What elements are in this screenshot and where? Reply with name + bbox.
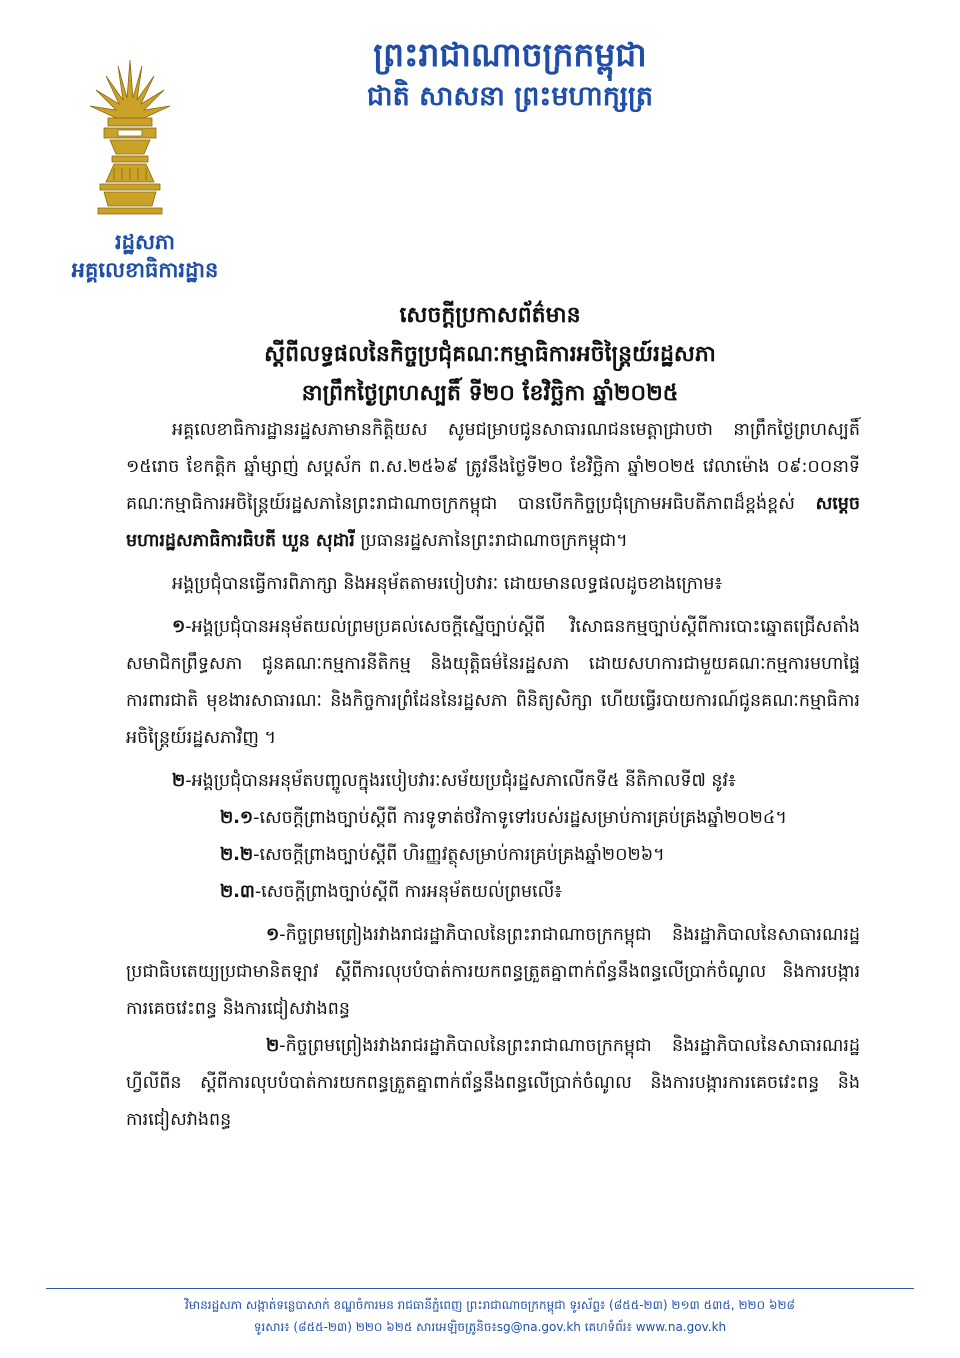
footer-contact [60, 1294, 920, 1338]
item-text: -សេចក្តីព្រាងច្បាប់ស្តីពី ការទូទាត់ថវិកាទូទៅរបស់រដ្ឋសម្រាប់ការគ្រប់គ្រងឆ្នាំ២០២៤។ [253, 808, 787, 828]
item-text: -អង្គប្រជុំបានអនុម័តបញ្ចូលក្នុងរបៀបវារៈសម័យប្រជុំរដ្ឋសភាលើកទី៥ នីតិកាលទី៧ នូវ៖ [185, 771, 736, 791]
footer-address: វិមានរដ្ឋសភា សង្កាត់ទន្លេបាសាក់ ខណ្ឌចំការមន រាជធានីភ្នំពេញ ព្រះរាជាណាចក្រកម្ពុជា ទូរស័ព្ទ៖ (៨៥៥-២៣) ២១៣ ៥៣៥, ២២០ ៦២៨ [184, 1298, 796, 1312]
footer-contacts: ទូរសារ៖ (៨៥៥-២៣) ២២០ ៦២៥ សារអេឡិចត្រូនិច៖sg@na.gov.kh គេហទំព័រ៖ www.na.gov.kh [253, 1320, 727, 1334]
agenda-item-2 [126, 763, 860, 800]
item-text: -សេចក្តីព្រាងច្បាប់ស្តីពី ការអនុម័តយល់ព្រមលើ៖ [254, 882, 562, 902]
document-body [126, 412, 860, 1139]
item-number: ២.៣ [220, 882, 255, 902]
item-number: ២.២ [220, 845, 254, 865]
agenda-item-2-2 [126, 837, 860, 874]
item-number: ២.១ [220, 808, 254, 828]
item-number: ២ [266, 1036, 280, 1056]
agenda-item-2-1 [126, 800, 860, 837]
footer-divider [46, 1288, 914, 1289]
title-line-3: នាព្រឹកថ្ងៃព្រហស្បតិ៍ ទី២០ ខែវិច្ឆិកា ឆ្នាំ២០២៥ [301, 381, 679, 406]
item-number: ១ [172, 617, 186, 637]
item-text: -កិច្ចព្រមព្រៀងរវាងរាជរដ្ឋាភិបាលនៃព្រះរាជាណាចក្រកម្ពុជា និងរដ្ឋាភិបាលនៃសាធារណរដ្ឋហ្វីលីពីន ស្តីពីការលុបបំបាត់ការយកពន្ធត្រួតគ្នាពាក់ព័ន្ធនឹងពន្ធលើប្រាក់ចំណូល និងការបង្ការការគេចវេះពន្ធ និងការជៀសវាងពន្ធ [126, 1036, 860, 1130]
item-number: ១ [266, 925, 280, 945]
dept-line-1: រដ្ឋសភា [115, 230, 175, 254]
agenda-lead: អង្គប្រជុំបានធ្វើការពិភាក្សា និងអនុម័តតាមរបៀបវារៈ ដោយមានលទ្ធផលដូចខាងក្រោម៖ [172, 574, 723, 594]
president-name: សម្តេចមហារដ្ឋសភាធិការធិបតី ឃួន សុដារី [126, 494, 860, 551]
intro-text-a: អគ្គលេខាធិការដ្ឋានរដ្ឋសភាមានកិត្តិយស សូមជម្រាបជូនសាធារណជនមេត្តាជ្រាបថា នាព្រឹកថ្ងៃព្រហស្បតិ៍ ១៥រោច ខែកត្តិក ឆ្នាំម្សាញ់ សប្តស័ក ព.ស.២៥៦៩ ត្រូវនឹងថ្ងៃទី២០ ខែវិច្ឆិកា ឆ្នាំ២០២៥ វេលាម៉ោង ០៩:០០នាទី គណៈកម្មាធិការអចិន្ត្រៃយ៍រដ្ឋសភានៃព្រះរាជាណាចក្រកម្ពុជា បានបើកកិច្ចប្រជុំក្រោមអធិបតីភាពដ៏ខ្ពង់ខ្ពស់ [126, 420, 860, 514]
royal-emblem-icon [84, 58, 176, 218]
document-title [160, 296, 820, 413]
intro-text-b: ប្រធានរដ្ឋសភានៃព្រះរាជាណាចក្រកម្ពុជា។ [360, 531, 628, 551]
item-number: ២ [172, 771, 186, 791]
motto-kingdom: ព្រះរាជាណាចក្រកម្ពុជា [373, 35, 647, 74]
agenda-item-1 [126, 609, 860, 757]
item-text: -អង្គប្រជុំបានអនុម័តយល់ព្រមប្រគល់សេចក្តីស្នើច្បាប់ស្តីពី វិសោធនកម្មច្បាប់ស្តីពីការបោះឆ្នោតជ្រើសតាំងសមាជិកព្រឹទ្ធសភា ជូនគណៈកម្មការនីតិកម្ម និងយុត្តិធម៌នៃរដ្ឋសភា ដោយសហការជាមួយគណៈកម្មការមហាផ្ទៃ ការពារជាតិ មុខងារសាធារណៈ និងកិច្ចការព្រំដែននៃរដ្ឋសភា ពិនិត្យសិក្សា ហើយធ្វើរបាយការណ៍ជូនគណៈកម្មាធិការអចិន្ត្រៃយ៍រដ្ឋសភាវិញ ។ [126, 617, 860, 748]
agreement-item-1 [126, 917, 860, 1028]
motto-nation: ជាតិ សាសនា ព្រះមហាក្សត្រ [366, 81, 654, 112]
intro-paragraph [126, 412, 860, 560]
agenda-item-2-3 [126, 874, 860, 911]
title-line-2: ស្តីពីលទ្ធផលនៃកិច្ចប្រជុំគណៈកម្មាធិការអចិន្ត្រៃយ៍រដ្ឋសភា [264, 342, 716, 367]
dept-line-2: អគ្គលេខាធិការដ្ឋាន [71, 258, 219, 282]
title-line-1: សេចក្តីប្រកាសព័ត៌មាន [399, 303, 581, 328]
item-text: -សេចក្តីព្រាងច្បាប់ស្តីពី ហិរញ្ញវត្ថុសម្រាប់ការគ្រប់គ្រងឆ្នាំ២០២៦។ [253, 845, 665, 865]
national-motto [300, 32, 720, 116]
agreement-item-2 [126, 1028, 860, 1139]
department-name [60, 228, 230, 284]
item-text: -កិច្ចព្រមព្រៀងរវាងរាជរដ្ឋាភិបាលនៃព្រះរាជាណាចក្រកម្ពុជា និងរដ្ឋាភិបាលនៃសាធារណរដ្ឋប្រជាធិបតេយ្យប្រជាមានិតឡាវ ស្តីពីការលុបបំបាត់ការយកពន្ធត្រួតគ្នាពាក់ព័ន្ធនឹងពន្ធលើប្រាក់ចំណូល និងការបង្ការការគេចវេះពន្ធ និងការជៀសវាងពន្ធ [126, 925, 860, 1019]
